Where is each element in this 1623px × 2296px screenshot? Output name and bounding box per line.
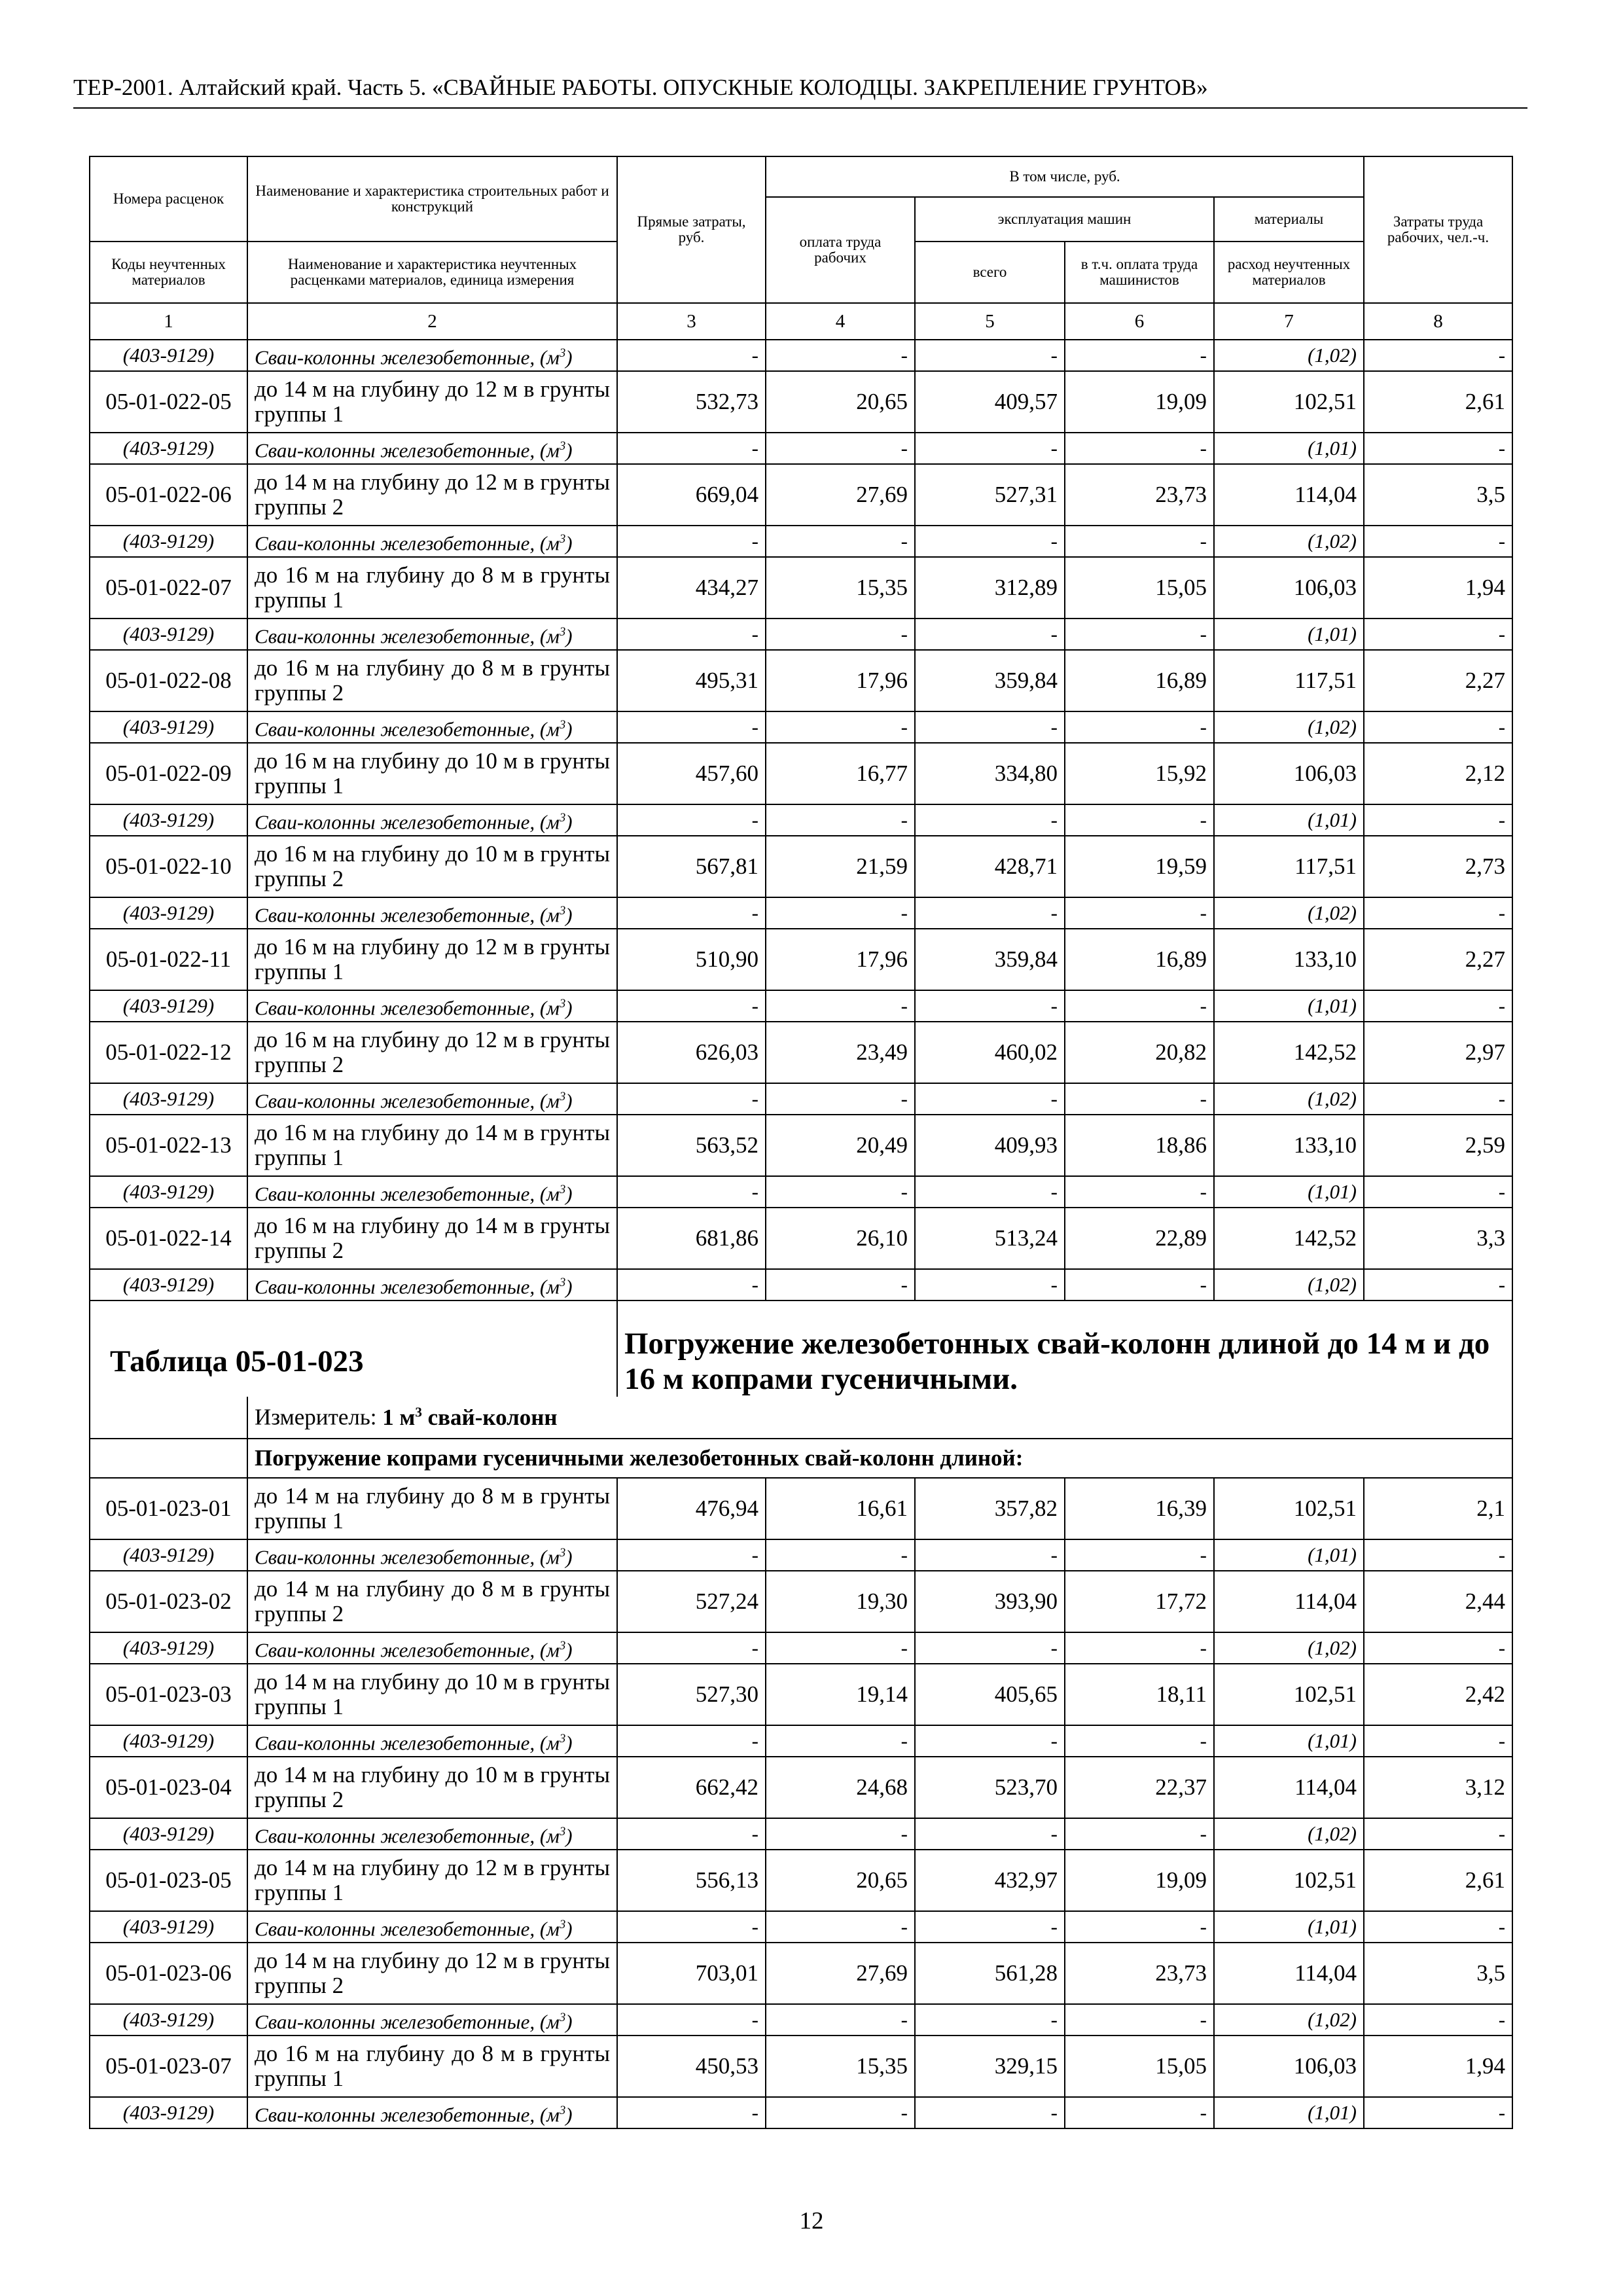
col-number: 2 <box>247 303 617 340</box>
value-v4: 26,10 <box>766 1208 915 1269</box>
material-qty: (1,01) <box>1214 433 1364 464</box>
value-v7: 117,51 <box>1214 836 1364 897</box>
value-v4: 23,49 <box>766 1022 915 1083</box>
value-v8: 3,3 <box>1364 1208 1512 1269</box>
value-v8: 2,59 <box>1364 1115 1512 1176</box>
material-row: (403-9129) Сваи-колонны железобетонные, $(м^3)$ - - - - (1,01) - <box>90 619 1512 650</box>
measure-row <box>90 1397 1512 1439</box>
material-qty: (1,01) <box>1214 619 1364 650</box>
work-name: до 14 м на глубину до 10 м в грунты группы 2 <box>247 1757 617 1818</box>
material-name: Сваи-колонны железобетонные, $(м^3)$ <box>247 1725 617 1757</box>
material-row: (403-9129) Сваи-колонны железобетонные, $(м^3)$ - - - - (1,02) - <box>90 897 1512 929</box>
value-v5: 561,28 <box>915 1943 1065 2004</box>
value-v3: 527,24 <box>617 1571 766 1632</box>
value-v8: 2,42 <box>1364 1664 1512 1725</box>
value-v7: 142,52 <box>1214 1208 1364 1269</box>
value-v4: 17,96 <box>766 929 915 990</box>
material-qty: (1,02) <box>1214 897 1364 929</box>
rate-code: 05-01-023-07 <box>90 2036 247 2097</box>
value-v7: 106,03 <box>1214 2036 1364 2097</box>
work-name: до 16 м на глубину до 8 м в грунты группы 1 <box>247 557 617 619</box>
material-name: Сваи-колонны железобетонные, $(м^3)$ <box>247 1083 617 1115</box>
col-number: 7 <box>1214 303 1364 340</box>
material-code: (403-9129) <box>90 1818 247 1850</box>
material-code: (403-9129) <box>90 433 247 464</box>
value-v5: 405,65 <box>915 1664 1065 1725</box>
col5-header: всего <box>915 242 1065 303</box>
material-name: Сваи-колонны железобетонные, $(м^3)$ <box>247 1176 617 1208</box>
rate-row <box>90 1757 1512 1818</box>
material-code: (403-9129) <box>90 526 247 557</box>
value-v6: 16,39 <box>1065 1478 1214 1539</box>
material-qty: (1,01) <box>1214 1539 1364 1571</box>
value-v7: 106,03 <box>1214 743 1364 804</box>
rate-code: 05-01-022-14 <box>90 1208 247 1269</box>
col2-bottom-header: Наименование и характеристика неучтенных расценками материалов, единица измерения <box>247 242 617 303</box>
rate-row <box>90 464 1512 526</box>
material-row: (403-9129) Сваи-колонны железобетонные, $(м^3)$ - - - - (1,02) - <box>90 1083 1512 1115</box>
rate-row <box>90 1571 1512 1632</box>
section-title: Погружение копрами гусеничными железобетонных свай-колонн длиной: <box>247 1439 1512 1478</box>
material-row: (403-9129) Сваи-колонны железобетонные, $(м^3)$ - - - - (1,02) - <box>90 1269 1512 1300</box>
rate-row <box>90 650 1512 711</box>
rate-row <box>90 371 1512 433</box>
value-v8: 3,12 <box>1364 1757 1512 1818</box>
value-v7: 102,51 <box>1214 1478 1364 1539</box>
rate-row <box>90 1022 1512 1083</box>
value-v8: 2,73 <box>1364 836 1512 897</box>
value-v6: 18,11 <box>1065 1664 1214 1725</box>
value-v7: 117,51 <box>1214 650 1364 711</box>
rate-code: 05-01-022-10 <box>90 836 247 897</box>
material-name: Сваи-колонны железобетонные, $(м^3)$ <box>247 804 617 836</box>
value-v3: 434,27 <box>617 557 766 619</box>
rate-row <box>90 743 1512 804</box>
value-v3: 669,04 <box>617 464 766 526</box>
material-qty: (1,02) <box>1214 711 1364 743</box>
material-code: (403-9129) <box>90 1632 247 1664</box>
value-v4: 16,61 <box>766 1478 915 1539</box>
value-v7: 114,04 <box>1214 1571 1364 1632</box>
rate-row <box>90 1943 1512 2004</box>
work-name: до 14 м на глубину до 12 м в грунты группы 1 <box>247 371 617 433</box>
value-v6: 23,73 <box>1065 1943 1214 2004</box>
value-v8: 2,97 <box>1364 1022 1512 1083</box>
col-number: 8 <box>1364 303 1512 340</box>
material-name: Сваи-колонны железобетонные, $(м^3)$ <box>247 1818 617 1850</box>
work-name: до 16 м на глубину до 14 м в грунты группы 1 <box>247 1115 617 1176</box>
rate-code: 05-01-022-11 <box>90 929 247 990</box>
group-including-header: В том числе, руб. <box>766 156 1364 197</box>
value-v4: 27,69 <box>766 464 915 526</box>
price-table <box>89 156 1513 2129</box>
rate-code: 05-01-022-05 <box>90 371 247 433</box>
value-v8: 2,61 <box>1364 371 1512 433</box>
value-v3: 527,30 <box>617 1664 766 1725</box>
value-v7: 114,04 <box>1214 1757 1364 1818</box>
rate-row <box>90 1850 1512 1911</box>
value-v5: 393,90 <box>915 1571 1065 1632</box>
rate-code: 05-01-023-03 <box>90 1664 247 1725</box>
material-qty: (1,02) <box>1214 1818 1364 1850</box>
material-name: Сваи-колонны железобетонные, $(м^3)$ <box>247 433 617 464</box>
material-qty: (1,01) <box>1214 990 1364 1022</box>
value-v3: 532,73 <box>617 371 766 433</box>
rate-row <box>90 1208 1512 1269</box>
material-row: (403-9129) Сваи-колонны железобетонные, $(м^3)$ - - - - (1,01) - <box>90 1176 1512 1208</box>
value-v7: 142,52 <box>1214 1022 1364 1083</box>
material-code: (403-9129) <box>90 711 247 743</box>
value-v4: 19,14 <box>766 1664 915 1725</box>
section-row <box>90 1439 1512 1478</box>
value-v8: 1,94 <box>1364 2036 1512 2097</box>
value-v3: 626,03 <box>617 1022 766 1083</box>
col-number: 4 <box>766 303 915 340</box>
value-v7: 102,51 <box>1214 1850 1364 1911</box>
value-v7: 133,10 <box>1214 1115 1364 1176</box>
rate-row <box>90 1664 1512 1725</box>
value-v6: 23,73 <box>1065 464 1214 526</box>
material-code: (403-9129) <box>90 1083 247 1115</box>
value-v6: 20,82 <box>1065 1022 1214 1083</box>
material-qty: (1,01) <box>1214 804 1364 836</box>
material-code: (403-9129) <box>90 804 247 836</box>
material-row: (403-9129) Сваи-колонны железобетонные, $(м^3)$ - - - - (1,02) - <box>90 711 1512 743</box>
value-v3: 510,90 <box>617 929 766 990</box>
rate-row <box>90 1115 1512 1176</box>
value-v5: 527,31 <box>915 464 1065 526</box>
col-number: 6 <box>1065 303 1214 340</box>
table-label: Таблица 05-01-023 <box>110 1344 364 1378</box>
value-v6: 16,89 <box>1065 929 1214 990</box>
material-name: Сваи-колонны железобетонные, $(м^3)$ <box>247 897 617 929</box>
material-qty: (1,01) <box>1214 1911 1364 1943</box>
material-row: (403-9129) Сваи-колонны железобетонные, $(м^3)$ - - - - (1,01) - <box>90 1725 1512 1757</box>
rate-row <box>90 1478 1512 1539</box>
col6-header: в т.ч. оплата труда машинистов <box>1065 242 1214 303</box>
value-v3: 457,60 <box>617 743 766 804</box>
material-code: (403-9129) <box>90 990 247 1022</box>
material-name: Сваи-колонны железобетонные, $(м^3)$ <box>247 990 617 1022</box>
material-code: (403-9129) <box>90 340 247 371</box>
col-number: 3 <box>617 303 766 340</box>
material-row: (403-9129) Сваи-колонны железобетонные, $(м^3)$ - - - - (1,02) - <box>90 1632 1512 1664</box>
rate-code: 05-01-022-13 <box>90 1115 247 1176</box>
work-name: до 14 м на глубину до 8 м в грунты группы 2 <box>247 1571 617 1632</box>
value-v6: 19,09 <box>1065 1850 1214 1911</box>
work-name: до 14 м на глубину до 12 м в грунты группы 2 <box>247 1943 617 2004</box>
rate-code: 05-01-023-06 <box>90 1943 247 2004</box>
rate-row <box>90 836 1512 897</box>
value-v6: 22,89 <box>1065 1208 1214 1269</box>
material-qty: (1,02) <box>1214 340 1364 371</box>
rate-code: 05-01-022-06 <box>90 464 247 526</box>
work-name: до 14 м на глубину до 10 м в грунты группы 1 <box>247 1664 617 1725</box>
material-row: (403-9129) Сваи-колонны железобетонные, $(м^3)$ - - - - (1,02) - <box>90 526 1512 557</box>
value-v4: 15,35 <box>766 2036 915 2097</box>
material-name: Сваи-колонны железобетонные, $(м^3)$ <box>247 340 617 371</box>
value-v8: 3,5 <box>1364 1943 1512 2004</box>
table-title-row <box>90 1300 1512 1397</box>
value-v6: 16,89 <box>1065 650 1214 711</box>
value-v4: 21,59 <box>766 836 915 897</box>
value-v4: 20,65 <box>766 371 915 433</box>
material-name: Сваи-колонны железобетонные, $(м^3)$ <box>247 2097 617 2128</box>
rate-row <box>90 557 1512 619</box>
rate-code: 05-01-022-07 <box>90 557 247 619</box>
material-row: (403-9129) Сваи-колонны железобетонные, $(м^3)$ - - - - (1,02) - <box>90 340 1512 371</box>
rate-code: 05-01-022-08 <box>90 650 247 711</box>
value-v7: 114,04 <box>1214 1943 1364 2004</box>
material-row: (403-9129) Сваи-колонны железобетонные, $(м^3)$ - - - - (1,01) - <box>90 1911 1512 1943</box>
rate-code: 05-01-022-12 <box>90 1022 247 1083</box>
col1-top-header: Номера расценок <box>90 156 247 242</box>
material-name: Сваи-колонны железобетонные, $(м^3)$ <box>247 1539 617 1571</box>
value-v4: 15,35 <box>766 557 915 619</box>
value-v4: 20,65 <box>766 1850 915 1911</box>
value-v5: 329,15 <box>915 2036 1065 2097</box>
material-code: (403-9129) <box>90 897 247 929</box>
col-number: 5 <box>915 303 1065 340</box>
value-v4: 17,96 <box>766 650 915 711</box>
value-v8: 2,27 <box>1364 929 1512 990</box>
value-v4: 16,77 <box>766 743 915 804</box>
col8-header: Затраты труда рабочих, чел.-ч. <box>1364 156 1512 303</box>
value-v3: 450,53 <box>617 2036 766 2097</box>
material-code: (403-9129) <box>90 2004 247 2036</box>
value-v6: 22,37 <box>1065 1757 1214 1818</box>
material-code: (403-9129) <box>90 1176 247 1208</box>
work-name: до 16 м на глубину до 8 м в грунты группы 2 <box>247 650 617 711</box>
rate-code: 05-01-023-01 <box>90 1478 247 1539</box>
value-v8: 2,1 <box>1364 1478 1512 1539</box>
rate-code: 05-01-023-05 <box>90 1850 247 1911</box>
value-v4: 20,49 <box>766 1115 915 1176</box>
value-v5: 523,70 <box>915 1757 1065 1818</box>
value-v8: 3,5 <box>1364 464 1512 526</box>
value-v4: 19,30 <box>766 1571 915 1632</box>
work-name: до 16 м на глубину до 10 м в грунты группы 1 <box>247 743 617 804</box>
material-qty: (1,02) <box>1214 1269 1364 1300</box>
rate-row <box>90 2036 1512 2097</box>
value-v5: 359,84 <box>915 929 1065 990</box>
rate-code: 05-01-023-02 <box>90 1571 247 1632</box>
work-name: до 16 м на глубину до 12 м в грунты группы 1 <box>247 929 617 990</box>
col2-top-header: Наименование и характеристика строительных работ и конструкций <box>247 156 617 242</box>
value-v5: 432,97 <box>915 1850 1065 1911</box>
material-qty: (1,01) <box>1214 1725 1364 1757</box>
value-v7: 133,10 <box>1214 929 1364 990</box>
work-name: до 14 м на глубину до 12 м в грунты группы 2 <box>247 464 617 526</box>
material-code: (403-9129) <box>90 1539 247 1571</box>
material-code: (403-9129) <box>90 1269 247 1300</box>
work-name: до 16 м на глубину до 12 м в грунты группы 2 <box>247 1022 617 1083</box>
value-v7: 102,51 <box>1214 371 1364 433</box>
material-code: (403-9129) <box>90 1725 247 1757</box>
value-v7: 114,04 <box>1214 464 1364 526</box>
material-name: Сваи-колонны железобетонные, $(м^3)$ <box>247 1632 617 1664</box>
value-v8: 1,94 <box>1364 557 1512 619</box>
value-v5: 428,71 <box>915 836 1065 897</box>
page-number: 12 <box>799 2208 824 2234</box>
rate-row <box>90 929 1512 990</box>
material-row: (403-9129) Сваи-колонны железобетонные, $(м^3)$ - - - - (1,01) - <box>90 1539 1512 1571</box>
value-v7: 102,51 <box>1214 1664 1364 1725</box>
rate-code: 05-01-023-04 <box>90 1757 247 1818</box>
value-v6: 15,92 <box>1065 743 1214 804</box>
material-row: (403-9129) Сваи-колонны железобетонные, $(м^3)$ - - - - (1,02) - <box>90 1818 1512 1850</box>
table-title: Погружение железобетонных свай-колонн длиной до 14 м и до 16 м копрами гусеничными. <box>624 1327 1490 1396</box>
value-v6: 15,05 <box>1065 2036 1214 2097</box>
value-v3: 556,13 <box>617 1850 766 1911</box>
value-v5: 513,24 <box>915 1208 1065 1269</box>
value-v3: 476,94 <box>617 1478 766 1539</box>
value-v5: 334,80 <box>915 743 1065 804</box>
material-qty: (1,01) <box>1214 1176 1364 1208</box>
material-qty: (1,01) <box>1214 2097 1364 2128</box>
material-row: (403-9129) Сваи-колонны железобетонные, $(м^3)$ - - - - (1,01) - <box>90 2097 1512 2128</box>
material-qty: (1,02) <box>1214 526 1364 557</box>
rate-code: 05-01-022-09 <box>90 743 247 804</box>
value-v5: 312,89 <box>915 557 1065 619</box>
value-v5: 357,82 <box>915 1478 1065 1539</box>
value-v6: 19,09 <box>1065 371 1214 433</box>
material-name: Сваи-колонны железобетонные, $(м^3)$ <box>247 619 617 650</box>
value-v6: 17,72 <box>1065 1571 1214 1632</box>
col3-header: Прямые затраты, руб. <box>617 156 766 303</box>
material-name: Сваи-колонны железобетонные, $(м^3)$ <box>247 1911 617 1943</box>
value-v8: 2,44 <box>1364 1571 1512 1632</box>
material-row: (403-9129) Сваи-колонны железобетонные, $(м^3)$ - - - - (1,01) - <box>90 990 1512 1022</box>
value-v3: 681,86 <box>617 1208 766 1269</box>
page-header: ТЕР-2001. Алтайский край. Часть 5. «СВАЙНЫЕ РАБОТЫ. ОПУСКНЫЕ КОЛОДЦЫ. ЗАКРЕПЛЕНИЕ ГРУНТОВ» <box>73 73 1527 109</box>
value-v8: 2,61 <box>1364 1850 1512 1911</box>
group-machines-header: эксплуатация машин <box>915 197 1214 242</box>
value-v3: 662,42 <box>617 1757 766 1818</box>
work-name: до 16 м на глубину до 14 м в грунты группы 2 <box>247 1208 617 1269</box>
value-v8: 2,27 <box>1364 650 1512 711</box>
material-qty: (1,02) <box>1214 2004 1364 2036</box>
value-v6: 15,05 <box>1065 557 1214 619</box>
work-name: до 16 м на глубину до 8 м в грунты группы 1 <box>247 2036 617 2097</box>
material-row: (403-9129) Сваи-колонны железобетонные, $(м^3)$ - - - - (1,01) - <box>90 433 1512 464</box>
material-name: Сваи-колонны железобетонные, $(м^3)$ <box>247 1269 617 1300</box>
measure: Измеритель: 1 $м^3$ свай-колонн <box>247 1397 1512 1439</box>
value-v4: 24,68 <box>766 1757 915 1818</box>
material-qty: (1,02) <box>1214 1083 1364 1115</box>
value-v6: 18,86 <box>1065 1115 1214 1176</box>
col-number: 1 <box>90 303 247 340</box>
value-v3: 563,52 <box>617 1115 766 1176</box>
material-name: Сваи-колонны железобетонные, $(м^3)$ <box>247 526 617 557</box>
col7-header: расход неучтенных материалов <box>1214 242 1364 303</box>
value-v6: 19,59 <box>1065 836 1214 897</box>
value-v8: 2,12 <box>1364 743 1512 804</box>
work-name: до 14 м на глубину до 8 м в грунты группы 1 <box>247 1478 617 1539</box>
material-code: (403-9129) <box>90 2097 247 2128</box>
value-v5: 359,84 <box>915 650 1065 711</box>
value-v7: 106,03 <box>1214 557 1364 619</box>
group-materials-header: материалы <box>1214 197 1364 242</box>
value-v5: 409,93 <box>915 1115 1065 1176</box>
value-v4: 27,69 <box>766 1943 915 2004</box>
material-code: (403-9129) <box>90 619 247 650</box>
col4-header: оплата труда рабочих <box>766 197 915 303</box>
material-row: (403-9129) Сваи-колонны железобетонные, $(м^3)$ - - - - (1,02) - <box>90 2004 1512 2036</box>
value-v5: 460,02 <box>915 1022 1065 1083</box>
value-v3: 703,01 <box>617 1943 766 2004</box>
material-code: (403-9129) <box>90 1911 247 1943</box>
material-row: (403-9129) Сваи-колонны железобетонные, $(м^3)$ - - - - (1,01) - <box>90 804 1512 836</box>
value-v5: 409,57 <box>915 371 1065 433</box>
material-name: Сваи-колонны железобетонные, $(м^3)$ <box>247 2004 617 2036</box>
work-name: до 14 м на глубину до 12 м в грунты группы 1 <box>247 1850 617 1911</box>
col1-bottom-header: Коды неучтенных материалов <box>90 242 247 303</box>
work-name: до 16 м на глубину до 10 м в грунты группы 2 <box>247 836 617 897</box>
material-name: Сваи-колонны железобетонные, $(м^3)$ <box>247 711 617 743</box>
value-v3: 495,31 <box>617 650 766 711</box>
value-v3: 567,81 <box>617 836 766 897</box>
material-qty: (1,02) <box>1214 1632 1364 1664</box>
